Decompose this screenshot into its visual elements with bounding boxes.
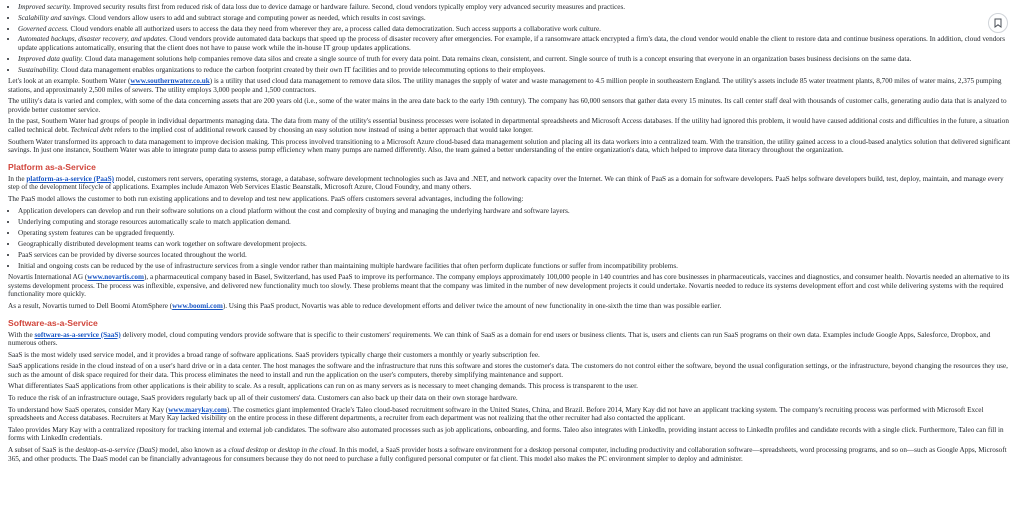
text: With the: [8, 330, 35, 339]
bullet-term: Scalability and savings.: [18, 13, 87, 22]
text: ). Using this PaaS product, Novartis was able to reduce development efforts and deliver twice the amount of new functionality in one-sixth the time than was possible earlier.: [222, 301, 722, 310]
list-item: • PaaS services can be provided by diverse sources located throughout the world.: [18, 251, 1012, 260]
text: delivery model, cloud computing vendors provide software that is specific to their customers' requirements. We can think of SaaS as a domain for end users or business clients. That is, users and clients can run SaaS programs on their own data. Examples include Google Apps, Salesforce, Dropbox, and numerous others.: [8, 330, 991, 348]
bullet-term: Sustainability.: [18, 65, 59, 74]
text: or: [268, 446, 278, 455]
text: Novartis International AG (: [8, 273, 88, 282]
paragraph: SaaS is the most widely used service model, and it provides a broad range of software applications. SaaS providers typically charge their customers a monthly or yearly subscription fee.: [8, 350, 540, 359]
text: As a result, Novartis turned to Dell Boomi AtomSphere (: [8, 301, 173, 310]
text: ). The cosmetics giant implemented Oracle's Taleo cloud-based recruitment software in the United States, China, and Brazil. Before 2014, Mary Kay did not have an applicant tracking system. The company's recruiting process was performed with Microsoft Excel spreadsheets and Access databases. Recruiters at Mary Kay lacked visibility on the entire process in these different departments, a recruiter from each department was not realizing that the other recruiter had also contacted the applicant.: [8, 405, 984, 423]
saas-term-link[interactable]: software-as-a-service (SaaS): [34, 330, 121, 339]
bullet-text: Cloud data management enables organizations to reduce the carbon footprint created by their own IT facilities and to provide telecommuting options to their employees.: [58, 65, 546, 74]
list-item: • Geographically distributed development teams can work together on software development projects.: [18, 240, 1012, 249]
text: ) is a utility that used cloud data management to remove data silos. The utility manages the supply of water and waste management to 4.5 million people in southeastern England. The utility's assets include 85 water treatment plants, 8,700 miles of water mains, 2,375 pumping stations, and approximately 2,500 miles of sewers. The utility employs 3,000 people and 1,500 contractors.: [8, 77, 1002, 94]
document-body: [8, 3, 1012, 466]
text: In the: [8, 174, 27, 183]
marykay-link[interactable]: www.marykay.com: [168, 405, 227, 414]
bullet-term: Automated backups, disaster recovery, and updates.: [18, 35, 168, 44]
text: . In this model, a SaaS provider hosts a software environment for a desktop personal computer, including productivity and collaboration software—spreadsheets, word processing programs, and so on—such as Google Apps, Microsoft 365, and other products. The DaaS model can be financially advantageous for consumers because they do not need to purchase a fully configured personal computer or fat client. This model also makes the PC environment simpler to deploy and administer.: [8, 446, 1007, 463]
paragraph: [8, 175, 1012, 192]
paragraph: The PaaS model allows the customer to both run existing applications and to develop and test new applications. PaaS offers customers several advantages, including the following:: [8, 195, 524, 204]
bullet-text: Cloud vendors allow users to add and subtract storage and computing power as needed, which results in cost savings.: [86, 13, 426, 22]
text: ), a pharmaceutical company based in Basel, Switzerland, has used PaaS to improve its performance. The company employs approximately 100,000 people in 140 countries and has core businesses in pharmaceuticals, vaccines and diagnostics, and consumer health. Novartis needed an alternative to its systems development process. The process was inflexible, expensive, and delivered new functionality much too slowly. These problems meant that the company was limited in the number of new development projects it could undertake. Novartis needed to reduce its systems development effort and cost while delivering systems with the required functionality more quickly.: [8, 273, 1010, 299]
bullet-text: Improved security results first from reduced risk of data loss due to device damage or hardware failure. Second, cloud vendors typically employ very advanced security measures and practices.: [71, 3, 626, 11]
text: refers to the implied cost of additional rework caused by choosing an easy solution now instead of using a better approach that would take longer.: [112, 126, 533, 135]
paragraph: [8, 446, 1012, 463]
benefits-list: [8, 3, 1012, 74]
bullet-term: Improved data quality.: [18, 54, 84, 63]
list-item: • Underlying computing and storage resources automatically scale to match application demand.: [18, 218, 1012, 227]
italic-term: desktop-as-a-service (DaaS): [75, 446, 158, 455]
list-item: • Operating system features can be upgraded frequently.: [18, 229, 1012, 238]
paragraph: [8, 331, 1012, 348]
italic-term: cloud desktop: [228, 446, 269, 455]
paragraph: [8, 302, 1012, 311]
bullet-term: Governed access.: [18, 24, 69, 33]
bullet-text: Cloud vendors provide automated data backups that speed up the process of disaster recovery after emergencies. For example, if a ransomware attack encrypted a firm's data, the cloud vendor would enable the client to restore data and continue business operations. In addition, cloud vendors update applications automatically, ensuring that the client does not have to pause work while the in-house IT group updates applications.: [18, 35, 1006, 52]
bullet-text: Cloud vendors enable all authorized users to access the data they need from wherever they are, a process called data democratization. Such access supports a collaborative work culture.: [68, 24, 601, 33]
text: A subset of SaaS is the: [8, 446, 76, 455]
italic-term: desktop in the cloud: [277, 446, 336, 455]
paragraph: What differentiates SaaS applications from other applications is their ability to scale. As a result, applications can run on as many servers as is necessary to meet changing demands. This process is transparent to the user.: [8, 382, 638, 391]
paas-advantages-list: [8, 207, 1012, 271]
boomi-link[interactable]: www.boomi.com: [172, 301, 223, 310]
southernwater-link[interactable]: www.southernwater.co.uk: [130, 77, 210, 86]
list-item: [18, 35, 1012, 52]
list-item: [18, 66, 1012, 75]
text: model, also known as a: [157, 446, 229, 455]
list-item: [18, 14, 1012, 23]
italic-term: Technical debt: [70, 126, 113, 135]
list-item: • Initial and ongoing costs can be reduced by the use of infrastructure services from a single vendor rather than maintaining multiple hardware facilities that often perform duplicate functions or suffer from incompatibility problems.: [18, 262, 1012, 271]
list-item: • Application developers can develop and run their software solutions on a cloud platform without the cost and complexity of buying and managing the underlying hardware and software layers.: [18, 207, 1012, 216]
paragraph: Southern Water transformed its approach to data management to improve decision making. This process involved transitioning to a Microsoft Azure cloud-based data management solution and placing all its data workers into a centralized team. With the transition, the utility gained access to a cloud-based analytics solution that delivered significant savings. In just one instance, Southern Water was able to integrate pump data to assess pump efficiency when many pumps are named differently. Also, the team gained a better understanding of the entire organization's data, which helped to improve data literacy throughout the organization.: [8, 137, 1011, 155]
section-heading-paas: Platform as-a-Service: [8, 161, 96, 172]
text: model, customers rent servers, operating systems, storage, a database, software development technologies such as Java and .NET, and network capacity over the Internet. We can think of PaaS as a domain for software developers. PaaS helps software developers build, test, deploy, maintain, and manage every step of the development lifecycle of applications. Examples include Amazon Web Services Elastic Beanstalk, Microsoft Azure, Cloud Foundry, and many others.: [8, 174, 1004, 192]
text: In the past, Southern Water had groups of people in individual departments managing data. The data from many of the utility's essential business processes were isolated in departmental spreadsheets and Microsoft Access databases. If the utility had ignored this problem, it would have caused additional costs and difficulties in the future, a situation called technical debt.: [8, 117, 1009, 135]
paragraph: To reduce the risk of an infrastructure outage, SaaS providers regularly back up all of their customers' data. Customers can also back up their data on their own storage hardware.: [8, 394, 518, 403]
paas-term-link[interactable]: platform-as-a-service (PaaS): [26, 174, 114, 183]
list-item: [18, 3, 1012, 12]
paragraph: [8, 117, 1012, 134]
paragraph: [8, 406, 1012, 423]
paragraph: SaaS applications reside in the cloud instead of on a user's hard drive or in a data center. The host manages the software and the infrastructure that runs this software and stores the customer's data. The customers do not control either the software, beyond the usual configuration settings, or the infrastructure, beyond changing the resources they use, such as the amount of disk space required for their data. This process eliminates the need to install and run the application on the user's computers, thereby simplifying maintenance and support.: [8, 362, 1008, 379]
bullet-term: Improved security.: [18, 3, 72, 11]
list-item: [18, 25, 1012, 34]
bullet-text: Cloud data management solutions help companies remove data silos and create a single source of truth for every data point. Data remains clean, consistent, and current. Single source of truth is a concept ensuring that everyone in an organization bases business decisions on the same data.: [83, 54, 912, 63]
section-heading-saas: Software-as-a-Service: [8, 317, 98, 328]
paragraph: The utility's data is varied and complex, with some of the data concerning assets that are 200 years old (i.e., some of the water mains in the area date back to the early 19th century). The company has 60,000 sensors that gather data every 15 minutes. Its call center staff deal with thousands of customer calls, generating audio data that is analyzed to provide better customer service.: [8, 97, 1007, 114]
paragraph: [8, 77, 1012, 94]
text: Let's look at an example. Southern Water (: [8, 77, 131, 86]
text: To understand how SaaS operates, consider Mary Kay (: [8, 405, 169, 414]
paragraph: [8, 273, 1012, 299]
novartis-link[interactable]: www.novartis.com: [87, 273, 144, 282]
paragraph: Taleo provides Mary Kay with a centralized repository for tracking internal and external job candidates. The software also automated processes such as job applications, onboarding, and forms. Taleo also integrates with LinkedIn, providing instant access to LinkedIn profiles and candidate records with a single click. Furthermore, Taleo can fill in forms with LinkedIn credentials.: [8, 425, 1004, 443]
list-item: [18, 55, 1012, 64]
